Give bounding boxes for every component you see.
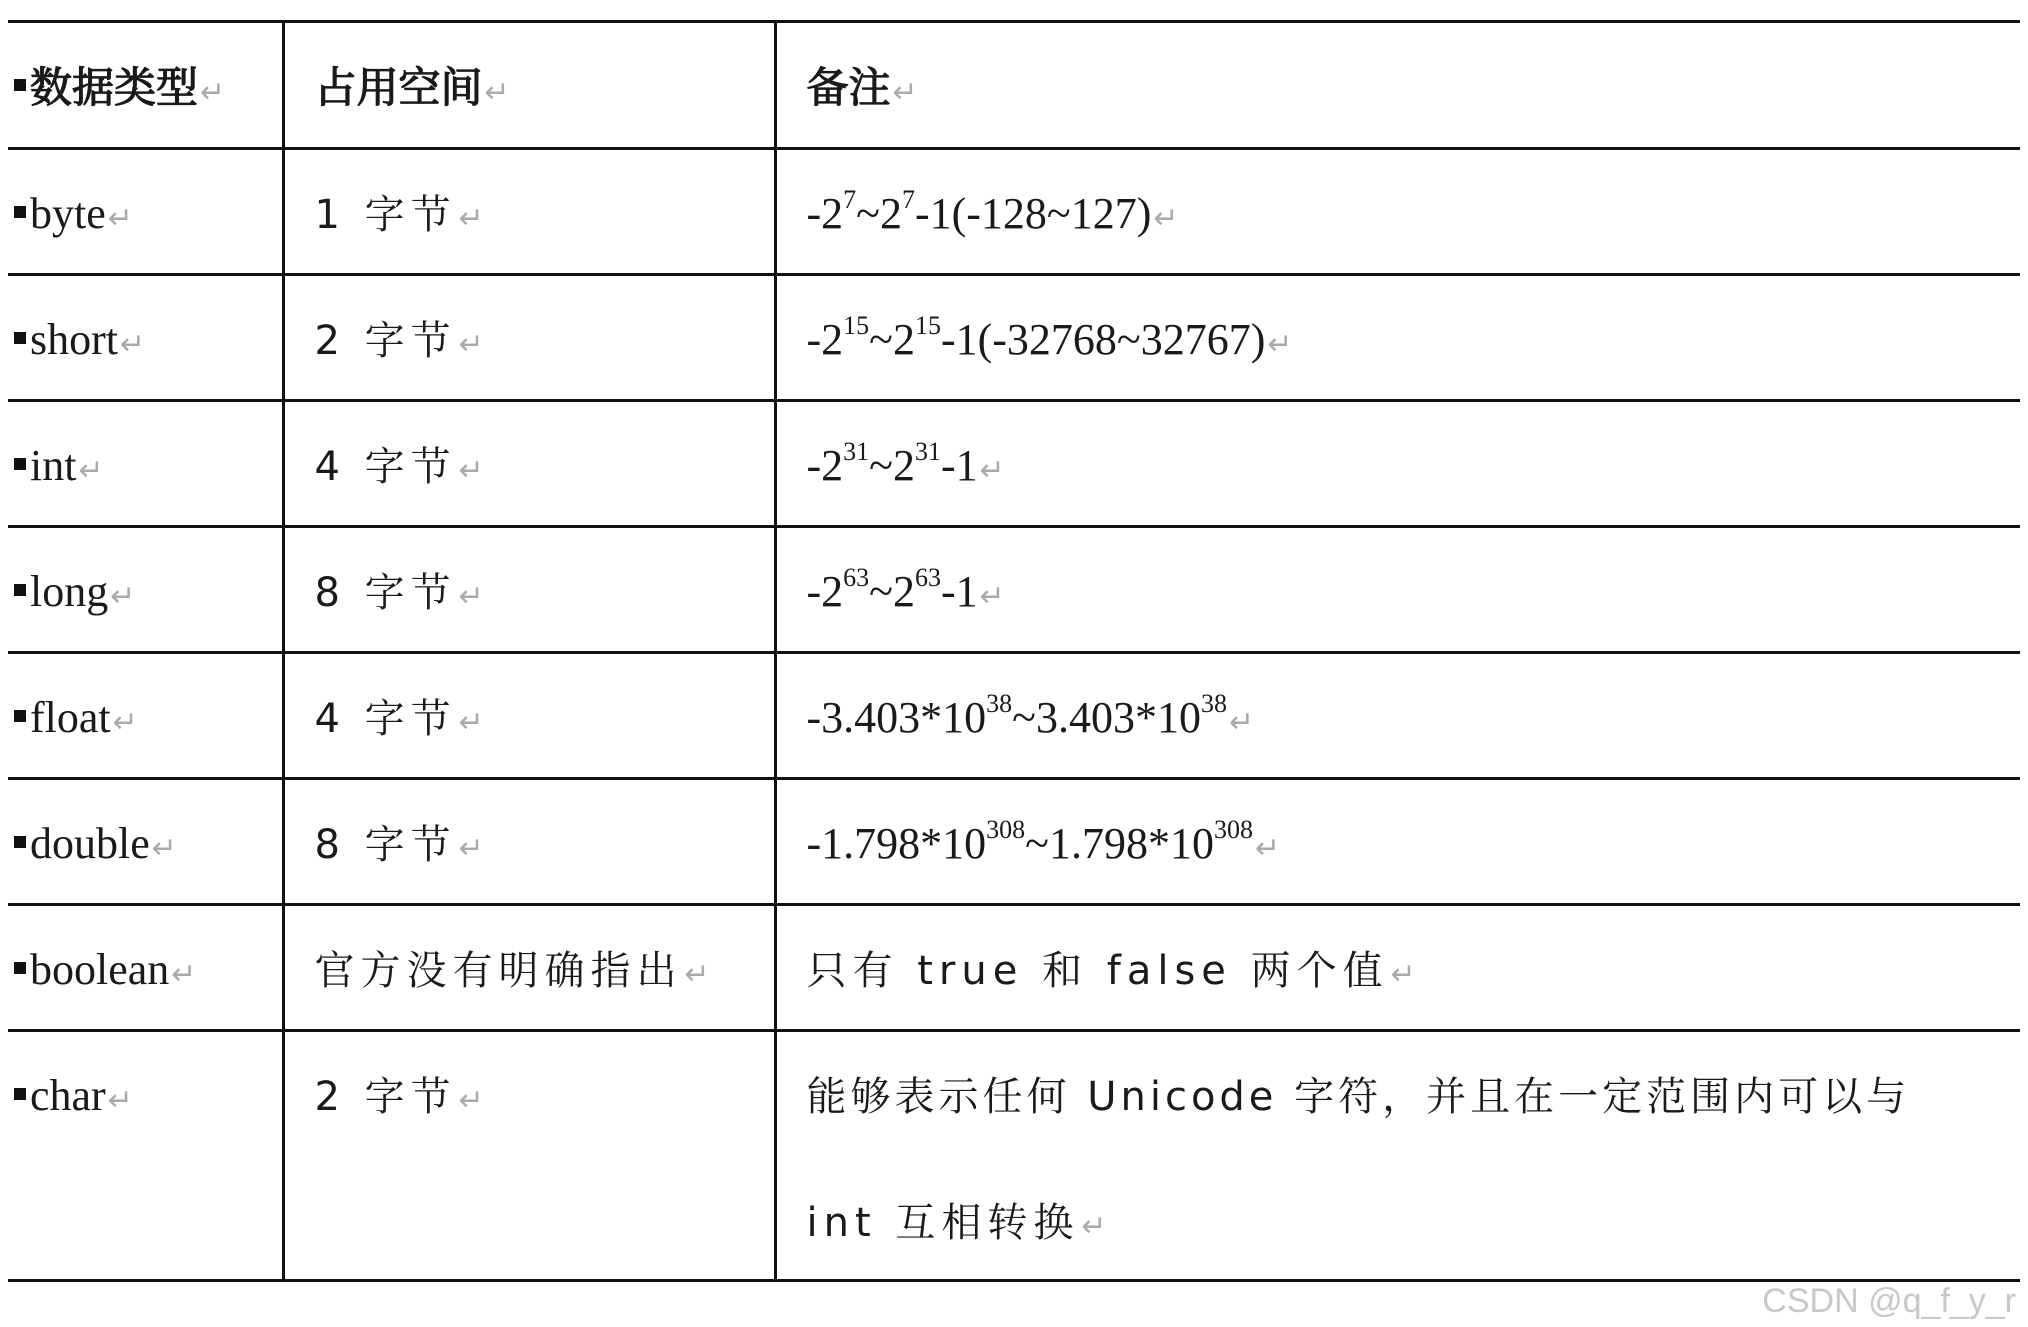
- type-name: int: [30, 441, 77, 490]
- note-exponent: 15: [914, 311, 941, 341]
- return-mark-icon: ↵: [112, 705, 138, 740]
- cell-note: [775, 527, 2020, 653]
- return-mark-icon: ↵: [484, 75, 510, 110]
- table-row: [8, 779, 2020, 905]
- note-exponent: 31: [914, 437, 941, 467]
- cell-size: [283, 275, 775, 401]
- return-mark-icon: ↵: [458, 579, 484, 614]
- return-mark-icon: ↵: [1081, 1209, 1107, 1244]
- bullet-icon: [14, 332, 26, 344]
- return-mark-icon: ↵: [979, 579, 1005, 614]
- header-size-label: 占用空间: [314, 63, 483, 112]
- type-name: double: [30, 819, 150, 868]
- data-types-table: [8, 20, 2020, 1282]
- header-note-label: 备注: [806, 63, 891, 112]
- cell-type: [8, 905, 283, 1031]
- return-mark-icon: ↵: [458, 705, 484, 740]
- note-exponent: 7: [901, 185, 915, 215]
- note-part: -1: [940, 567, 978, 616]
- cell-size: [283, 527, 775, 653]
- cell-type: [8, 1031, 283, 1281]
- return-mark-icon: ↵: [151, 831, 177, 866]
- type-name: byte: [30, 189, 106, 238]
- table-row: [8, 653, 2020, 779]
- note-line-1: 能够表示任何 Unicode 字符，并且在一定范围内可以与: [806, 1074, 1911, 1120]
- note-text: 只有 true 和 false 两个值: [806, 948, 1389, 994]
- header-type-label: 数据类型: [30, 63, 199, 112]
- note-part: ~2: [869, 567, 915, 616]
- watermark: CSDN @q_f_y_r: [1762, 1282, 2016, 1320]
- cell-size: [283, 401, 775, 527]
- bullet-icon: [14, 79, 26, 91]
- note-part: -1(-128~127): [914, 189, 1152, 238]
- return-mark-icon: ↵: [458, 327, 484, 362]
- size-text: 8 字节: [314, 570, 457, 616]
- cell-size: [283, 1031, 775, 1281]
- note-exponent: 38: [986, 689, 1013, 719]
- bullet-icon: [14, 584, 26, 596]
- cell-type: [8, 527, 283, 653]
- cell-note: [775, 1031, 2020, 1281]
- note-part: -2: [806, 567, 844, 616]
- note-line-2: int 互相转换: [806, 1200, 1080, 1246]
- table-row: [8, 401, 2020, 527]
- note-exponent: 308: [986, 815, 1026, 845]
- return-mark-icon: ↵: [78, 453, 104, 488]
- header-cell-note: [775, 22, 2020, 149]
- note-exponent: 63: [914, 563, 941, 593]
- bullet-icon: [14, 1088, 26, 1100]
- return-mark-icon: ↵: [458, 201, 484, 236]
- cell-type: [8, 653, 283, 779]
- header-cell-size: [283, 22, 775, 149]
- table-row: [8, 149, 2020, 275]
- cell-note: [775, 905, 2020, 1031]
- note-part: ~2: [869, 441, 915, 490]
- note-exponent: 15: [843, 311, 870, 341]
- return-mark-icon: ↵: [120, 327, 146, 362]
- cell-type: [8, 779, 283, 905]
- note-part: -2: [806, 189, 844, 238]
- note-exponent: 38: [1200, 689, 1227, 719]
- note-part: -1: [940, 441, 978, 490]
- return-mark-icon: ↵: [171, 957, 197, 992]
- header-cell-type: [8, 22, 283, 149]
- note-exponent: 308: [1213, 815, 1253, 845]
- cell-size: [283, 149, 775, 275]
- cell-note: [775, 401, 2020, 527]
- cell-note: [775, 653, 2020, 779]
- return-mark-icon: ↵: [107, 1083, 133, 1118]
- note-exponent: 31: [843, 437, 870, 467]
- note-part: ~2: [856, 189, 902, 238]
- note-part: -3.403*10: [806, 693, 987, 742]
- return-mark-icon: ↵: [1153, 201, 1179, 236]
- note-part: ~3.403*10: [1012, 693, 1201, 742]
- return-mark-icon: ↵: [458, 1083, 484, 1118]
- size-text: 8 字节: [314, 822, 457, 868]
- cell-type: [8, 275, 283, 401]
- size-text: 官方没有明确指出: [314, 948, 683, 994]
- return-mark-icon: ↵: [892, 75, 918, 110]
- size-text: 2 字节: [314, 1074, 457, 1120]
- type-name: boolean: [30, 945, 170, 994]
- return-mark-icon: ↵: [458, 831, 484, 866]
- type-name: short: [30, 315, 118, 364]
- cell-note: [775, 779, 2020, 905]
- type-name: char: [30, 1071, 106, 1120]
- cell-size: [283, 905, 775, 1031]
- size-text: 1 字节: [314, 192, 457, 238]
- bullet-icon: [14, 836, 26, 848]
- return-mark-icon: ↵: [107, 201, 133, 236]
- bullet-icon: [14, 206, 26, 218]
- cell-note: [775, 149, 2020, 275]
- note-exponent: 7: [843, 185, 857, 215]
- return-mark-icon: ↵: [1254, 831, 1281, 866]
- type-name: long: [30, 567, 109, 616]
- note-part: -1.798*10: [806, 819, 987, 868]
- table-row: [8, 905, 2020, 1031]
- note-part: -2: [806, 315, 844, 364]
- return-mark-icon: ↵: [684, 957, 710, 992]
- cell-type: [8, 401, 283, 527]
- size-text: 4 字节: [314, 444, 457, 490]
- return-mark-icon: ↵: [458, 453, 484, 488]
- bullet-icon: [14, 710, 26, 722]
- cell-size: [283, 779, 775, 905]
- return-mark-icon: ↵: [1267, 327, 1293, 362]
- bullet-icon: [14, 458, 26, 470]
- table-header-row: [8, 22, 2020, 149]
- bullet-icon: [14, 962, 26, 974]
- note-part: ~2: [869, 315, 915, 364]
- table-row: [8, 527, 2020, 653]
- return-mark-icon: ↵: [200, 75, 226, 110]
- return-mark-icon: ↵: [979, 453, 1005, 488]
- return-mark-icon: ↵: [1390, 957, 1416, 992]
- return-mark-icon: ↵: [1228, 705, 1255, 740]
- table-row: [8, 275, 2020, 401]
- cell-type: [8, 149, 283, 275]
- table-row: [8, 1031, 2020, 1281]
- cell-note: [775, 275, 2020, 401]
- note-part: -1(-32768~32767): [940, 315, 1266, 364]
- note-part: -2: [806, 441, 844, 490]
- note-exponent: 63: [843, 563, 870, 593]
- size-text: 4 字节: [314, 696, 457, 742]
- size-text: 2 字节: [314, 318, 457, 364]
- note-part: ~1.798*10: [1025, 819, 1214, 868]
- type-name: float: [30, 693, 111, 742]
- cell-size: [283, 653, 775, 779]
- return-mark-icon: ↵: [110, 579, 136, 614]
